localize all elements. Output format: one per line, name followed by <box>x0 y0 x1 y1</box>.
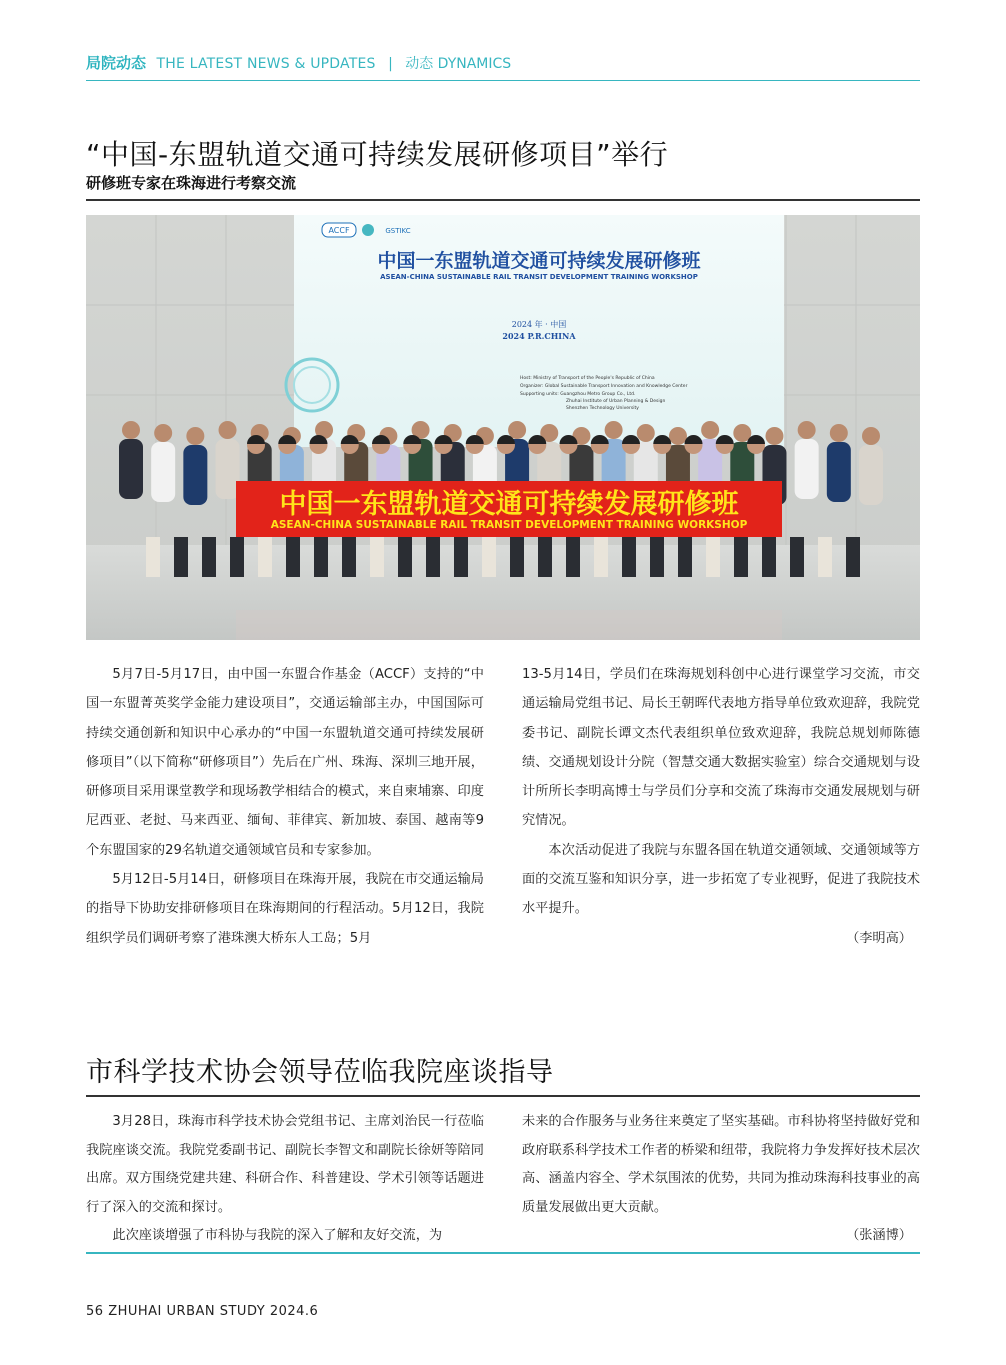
article2-paragraph: 未来的合作服务与业务往来奠定了坚实基础。市科协将坚持做好党和政府联系科学技术工作者的桥梁和纽带，我院将力争发挥好技术层次高、涵盖内容全、学术氛围浓的优势，共同为推动珠海科技事业的高质量发展做出更大贡献。 <box>522 1114 920 1215</box>
header-separator: | <box>388 56 393 72</box>
title-divider <box>86 1095 920 1097</box>
article2-paragraph: 3月28日，珠海市科学技术协会党组书记、主席刘治民一行莅临我院座谈交流。我院党委副书记、副院长李智文和副院长徐妍等陪同出席。双方围绕党建共建、科研合作、科普建设、学术引领等话题进行了深入的交流和探讨。 <box>86 1114 484 1215</box>
article1-paragraph: 5月7日-5月17日，由中国一东盟合作基金（ACCF）支持的“中国一东盟菁英奖学金能力建设项目”，交通运输部主办，中国国际可持续交通创新和知识中心承办的“中国一东盟轨道交通可持续发展研修项目”（以下简称“研修项目”）先后在广州、珠海、深圳三地开展，研修项目采用课堂教学和现场教学相结合的模式，来自柬埔寨、印度尼西亚、老挝、马来西亚、缅甸、菲律宾、新加坡、泰国、越南等9个东盟国家的29名轨道交通领域官员和专家参加。 <box>86 667 484 858</box>
article1-paragraph: 5月12日-5月14日，研修项目在珠海开展，我院在市交通运输局的指导下协助安排研修项目在珠海期间的行程活动。5月12日，我院组织学员们调研考察了港珠澳大桥东人工岛；5月 <box>86 872 484 946</box>
article2-author: （张涵博） <box>846 1228 912 1243</box>
header-divider <box>86 80 920 81</box>
article2-column-left <box>86 1108 484 1251</box>
section-header <box>86 52 920 78</box>
screen-supporting-1: Supporting units: Guangzhou Metro Group Co., Ltd. <box>520 392 636 397</box>
screen-title-en: ASEAN-CHINA SUSTAINABLE RAIL TRANSIT DEVELOPMENT TRAINING WORKSHOP <box>380 273 698 281</box>
screen-organizer: Organizer: Global Sustainable Transport Innovation and Knowledge Center <box>520 384 688 389</box>
section-name-en: THE LATEST NEWS & UPDATES <box>156 56 376 72</box>
banner-title-cn: 中国一东盟轨道交通可持续发展研修班 <box>279 489 739 520</box>
journal-name: ZHUHAI URBAN STUDY <box>108 1304 266 1319</box>
screen-logo-gstikc: GSTIKC <box>385 227 411 235</box>
screen-date-en: 2024 P.R.CHINA <box>502 331 576 341</box>
article2-column-right <box>522 1108 920 1251</box>
article-end-divider <box>86 1252 920 1254</box>
issue-date: 2024.6 <box>269 1304 319 1319</box>
page-number: 56 <box>86 1304 104 1319</box>
screen-supporting-2: Zhuhai Institute of Urban Planning & Design <box>566 399 666 404</box>
article1-column-left <box>86 660 484 953</box>
banner-title-en: ASEAN-CHINA SUSTAINABLE RAIL TRANSIT DEVELOPMENT TRAINING WORKSHOP <box>270 519 748 531</box>
article2-paragraph: 此次座谈增强了市科协与我院的深入了解和友好交流，为 <box>112 1228 443 1243</box>
article1-paragraph: 本次活动促进了我院与东盟各国在轨道交通领域、交通领域等方面的交流互鉴和知识分享，进一步拓宽了专业视野，促进了我院技术水平提升。 <box>522 842 920 917</box>
article1-column-right <box>522 660 920 953</box>
screen-title-cn: 中国一东盟轨道交通可持续发展研修班 <box>377 250 701 272</box>
screen-host: Host: Ministry of Transport of the People's Republic of China <box>520 376 655 381</box>
group-photo <box>86 215 920 640</box>
section-name-cn2: 动态 DYNAMICS <box>405 56 512 72</box>
article1-title: “中国-东盟轨道交通可持续发展研修项目”举行 <box>86 138 669 171</box>
page-footer <box>86 1304 318 1319</box>
screen-logo-accf: ACCF <box>328 226 350 235</box>
article2-title: 市科学技术协会领导莅临我院座谈指导 <box>86 1057 554 1088</box>
article1-subtitle: 研修班专家在珠海进行考察交流 <box>86 174 297 192</box>
title-divider <box>86 199 920 201</box>
section-name-cn: 局院动态 <box>86 54 147 72</box>
screen-supporting-3: Shenzhen Technology University <box>566 406 639 411</box>
article1-paragraph: 13-5月14日，学员们在珠海规划科创中心进行课堂学习交流，市交通运输局党组书记、局长王朝晖代表地方指导单位致欢迎辞，我院党委书记、副院长谭文杰代表组织单位致欢迎辞，我院总规划师陈德绩、交通规划设计分院（智慧交通大数据实验室）综合交通规划与设计所所长李明高博士与学员们分享和交流了珠海市交通发展规划与研究情况。 <box>522 667 920 829</box>
article1-author: （李明高） <box>846 930 912 946</box>
screen-date-cn: 2024 年 · 中国 <box>511 320 567 329</box>
